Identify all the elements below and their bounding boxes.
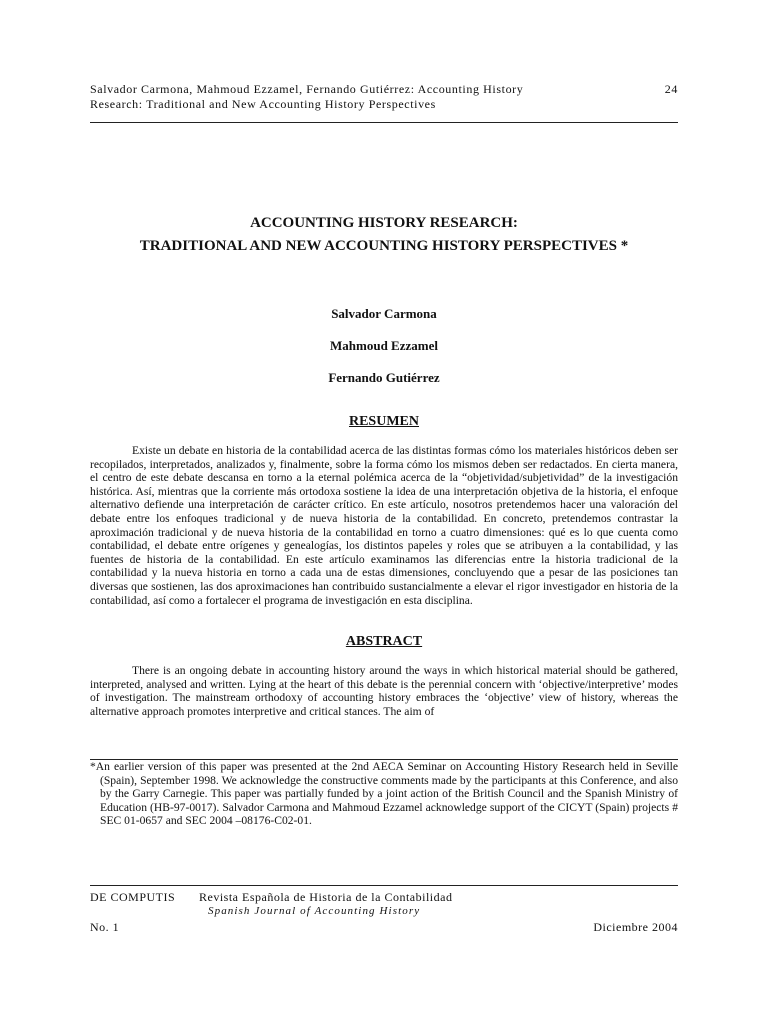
issue-number: No. 1	[90, 920, 120, 934]
author-name: Fernando Gutiérrez	[328, 370, 440, 385]
resumen-heading-label: RESUMEN	[348, 414, 419, 429]
abstract-heading-label: ABSTRACT	[345, 634, 423, 649]
journal-short-name: DE COMPUTIS	[90, 890, 176, 904]
article-title-line-2: TRADITIONAL AND NEW ACCOUNTING HISTORY PERSPECTIVES *	[139, 238, 629, 254]
author-name: Mahmoud Ezzamel	[330, 338, 438, 353]
footer-rule	[90, 885, 678, 886]
abstract-paragraph: There is an ongoing debate in accounting history around the ways in which historical material should be gathered, interpreted, analysed and written. Lying at the heart of this debate is the perennial concern with ‘objective/interpretive’ modes of investigation. The mainstream orthodoxy of accounting history embraces the ‘objective’ view of history, whereas the alternative approach promotes interpretive and critical stances. The aim of	[90, 664, 678, 718]
page-number: 24	[664, 82, 678, 96]
resumen-heading	[90, 414, 678, 430]
article-title-line-1: ACCOUNTING HISTORY RESEARCH:	[250, 215, 518, 231]
resumen-paragraph: Existe un debate en historia de la contabilidad acerca de las distintas formas cómo los materiales históricos deben ser recopilados, interpretados, analizados y, finalmente, sobre la forma cómo los mismos deben ser redactados. En cierta manera, el centro de este debate descansa en torno a la eternal polémica acerca de la “objetividad/subjetividad” de la investigación histórica. Así, mientras que la corriente más ortodoxa sostiene la idea de una interpretación objetiva de la historia, el enfoque alternativo defiende una interpretación de carácter crítico. En este artículo, nosotros pretendemos hacer una valoración del debate entre los enfoques tradicional y de nueva historia de la contabilidad. En concreto, pretendemos contrastar la aproximación tradicional y de nueva historia de la contabilidad en torno a cuatro dimensiones: qué es lo que cuenta como contabilidad, el debate entre orígenes y genealogías, los distintos papeles y roles que se atribuyen a la contabilidad, y las fuentes de historia de la contabilidad. En este artículo examinamos las diferencias entre la historia tradicional de la contabilidad y la nueva historia en torno a cada una de estas dimensiones, concluyendo que a pesar de las posiciones tan diversas que sostienen, las dos aproximaciones han contribuido sustancialmente a elevar el rigor investigador en historia de la contabilidad, así como a fortalecer el programa de investigación en esta disciplina.	[90, 444, 678, 607]
journal-name: Revista Española de Historia de la Contabilidad	[199, 890, 453, 904]
running-header	[90, 82, 678, 112]
abstract-heading	[90, 634, 678, 650]
journal-subtitle: Spanish Journal of Accounting History	[208, 905, 421, 917]
author-name: Salvador Carmona	[331, 306, 437, 321]
header-rule	[90, 122, 678, 123]
issue-date: Diciembre 2004	[593, 920, 678, 934]
article-title	[90, 212, 678, 258]
footnote: *An earlier version of this paper was presented at the 2nd AECA Seminar on Accounting History Research held in Seville (Spain), September 1998. We acknowledge the constructive comments made by the participants at this Conference, and also by the Garry Carnegie. This paper was partially funded by a joint action of the British Council and the Spanish Ministry of Education (HB-97-0017). Salvador Carmona and Mahmoud Ezzamel acknowledge support of the CICYT (Spain) projects # SEC 01-0657 and SEC 2004 –08176-C02-01.	[90, 760, 678, 828]
running-title-line-2: Research: Traditional and New Accounting History Perspectives	[90, 97, 436, 111]
running-title-line-1: Salvador Carmona, Mahmoud Ezzamel, Fernando Gutiérrez: Accounting History	[90, 82, 524, 96]
